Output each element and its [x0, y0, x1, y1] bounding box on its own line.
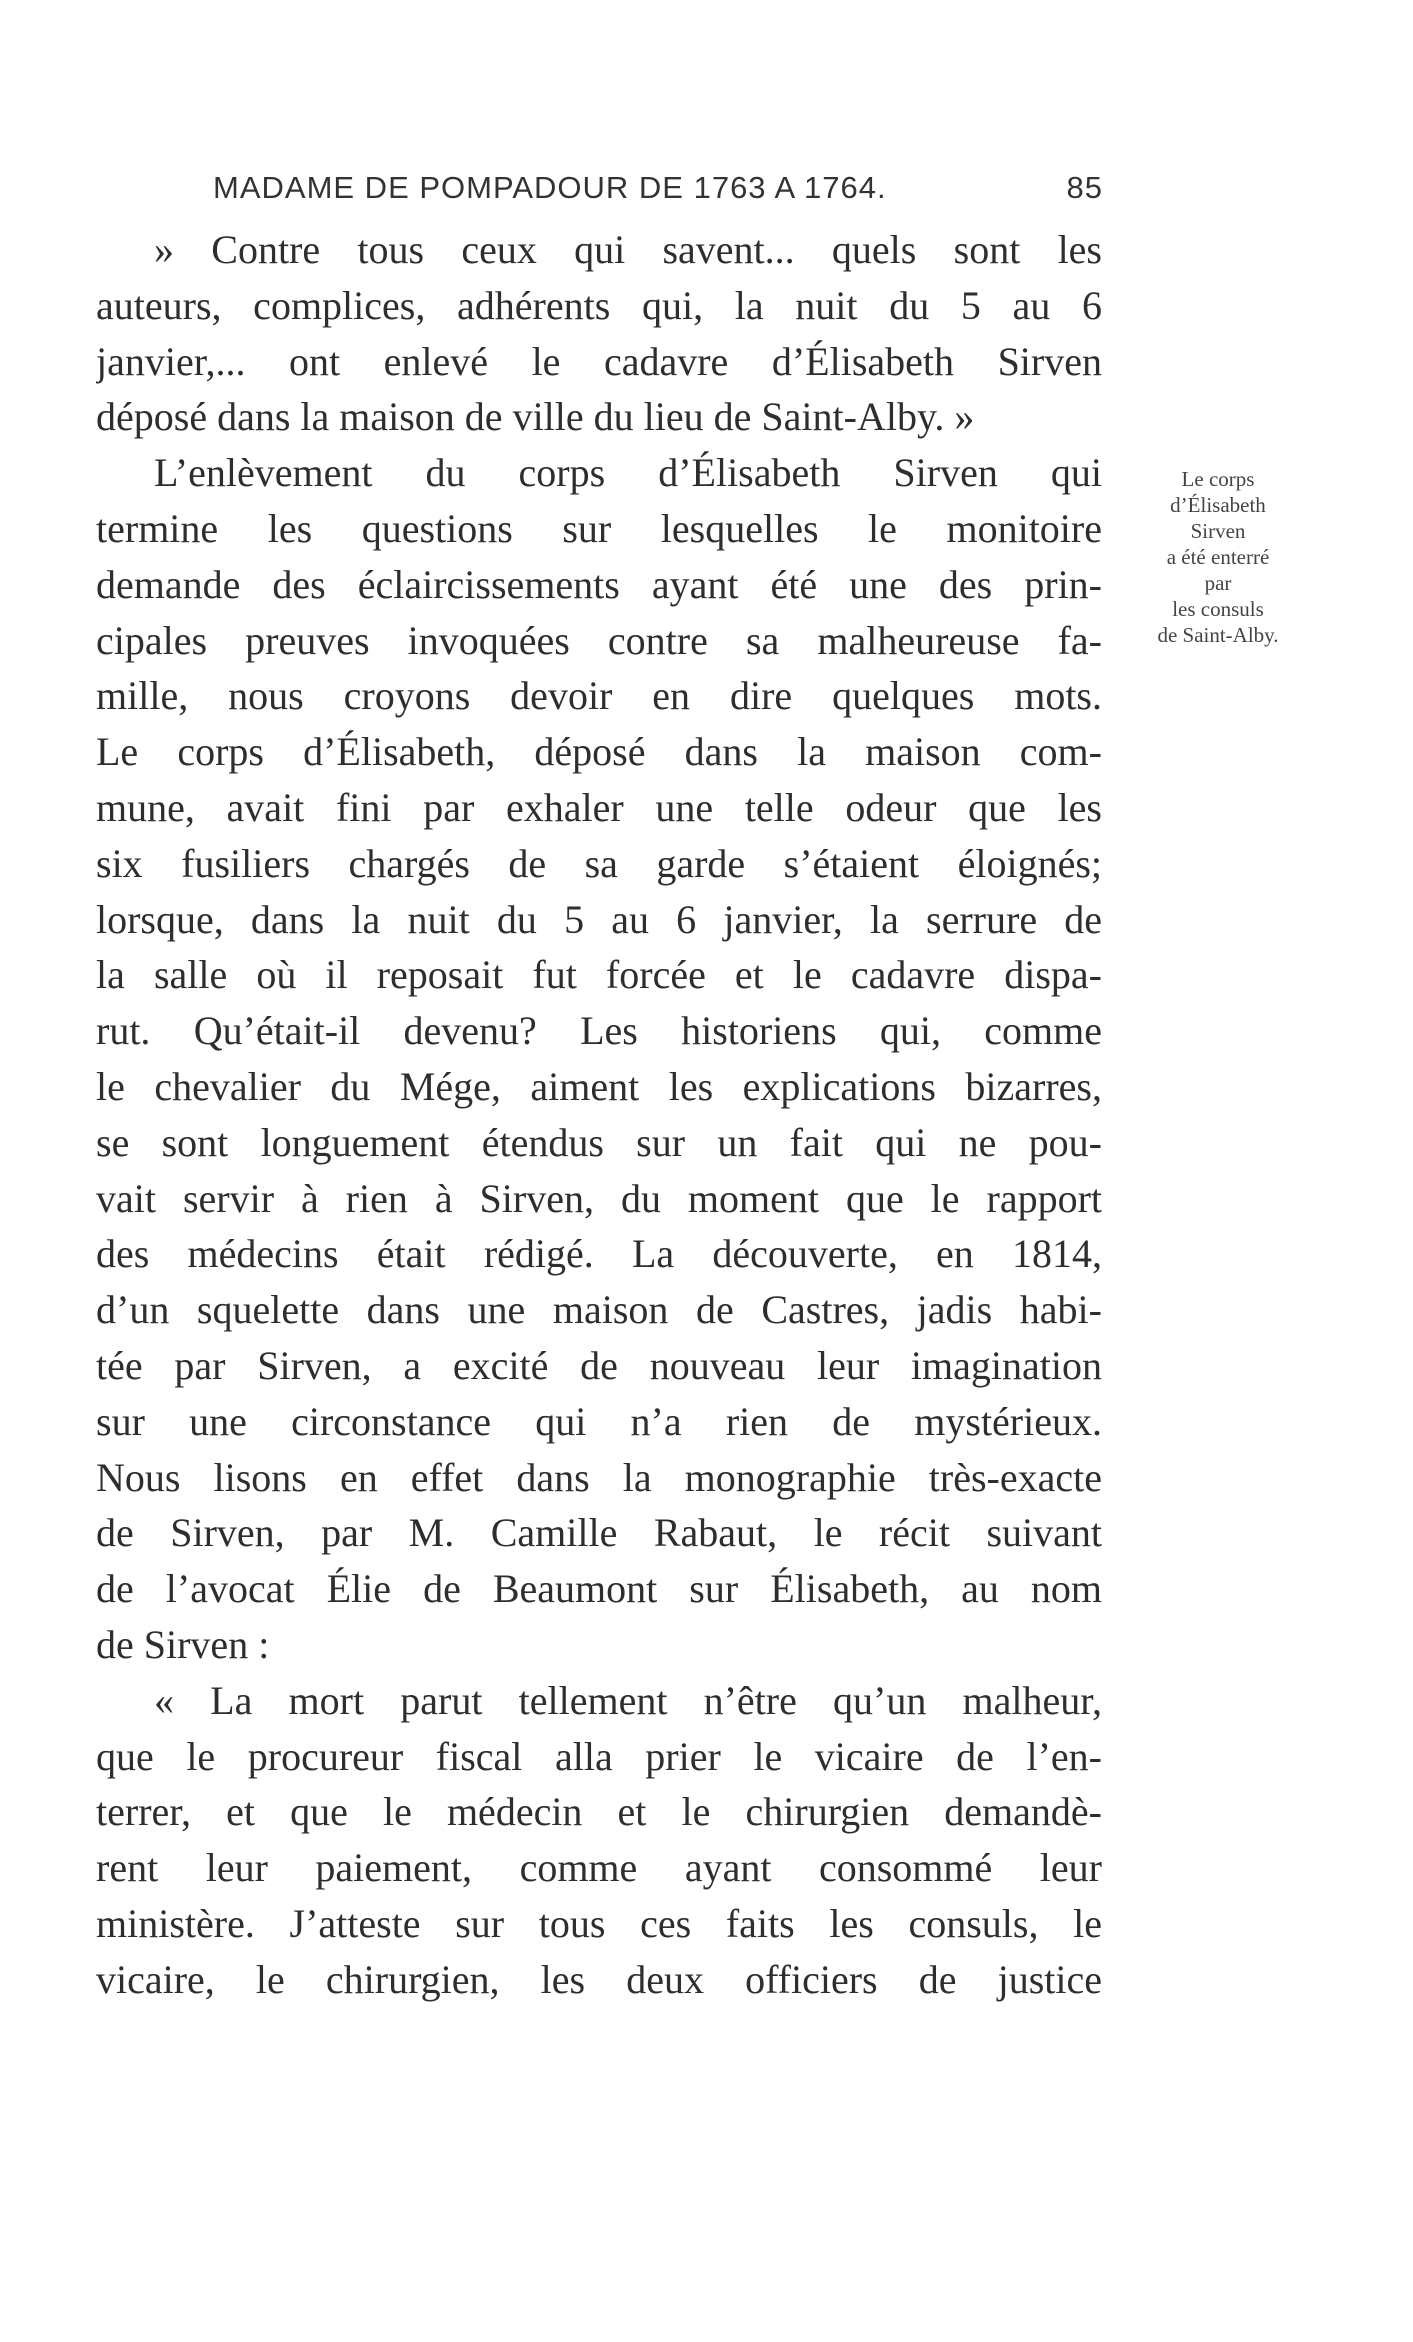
body-text [96, 222, 1102, 2008]
text-line: mille, nous croyons devoir en dire quelques mots. [96, 673, 1102, 719]
text-line: de Sirven : [96, 1621, 270, 1667]
text-line: termine les questions sur lesquelles le monitoire [96, 505, 1102, 551]
text-line: des médecins était rédigé. La découverte, en 1814, [96, 1231, 1102, 1277]
text-line: de l’avocat Élie de Beaumont sur Élisabeth, au nom [96, 1566, 1102, 1612]
margin-note-line: Le corps [1181, 467, 1255, 491]
text-line: de Sirven, par M. Camille Rabaut, le récit suivant [96, 1510, 1102, 1556]
text-line: » Contre tous ceux qui savent... quels sont les [154, 227, 1102, 272]
text-line: demande des éclaircissements ayant été une des prin- [96, 561, 1102, 607]
text-line: la salle où il reposait fut forcée et le cadavre dispa- [96, 952, 1102, 998]
text-line: tée par Sirven, a excité de nouveau leur imagination [96, 1342, 1102, 1388]
text-line: d’un squelette dans une maison de Castres, jadis habi- [96, 1287, 1102, 1333]
text-line: rent leur paiement, comme ayant consommé leur [96, 1845, 1102, 1891]
text-line: mune, avait fini par exhaler une telle odeur que les [96, 784, 1102, 830]
text-line: cipales preuves invoquées contre sa malheureuse fa- [96, 617, 1102, 663]
margin-note-line: d’Élisabeth [1170, 493, 1266, 517]
margin-note-line: Sirven [1190, 519, 1246, 543]
text-line: sur une circonstance qui n’a rien de mystérieux. [96, 1398, 1102, 1444]
running-head [213, 170, 1103, 214]
text-line: lorsque, dans la nuit du 5 au 6 janvier, la serrure de [96, 896, 1102, 942]
running-title: MADAME DE POMPADOUR DE 1763 A 1764. [213, 170, 887, 205]
text-line: se sont longuement étendus sur un fait qui ne pou- [96, 1119, 1102, 1165]
text-line: le chevalier du Mége, aiment les explications bizarres, [96, 1063, 1102, 1109]
text-line: que le procureur fiscal alla prier le vicaire de l’en- [96, 1733, 1102, 1779]
text-line: déposé dans la maison de ville du lieu de Saint-Alby. » [96, 394, 975, 440]
text-line: Nous lisons en effet dans la monographie très-exacte [96, 1454, 1102, 1500]
text-line: six fusiliers chargés de sa garde s’étaient éloignés; [96, 840, 1102, 886]
text-line: ministère. J’atteste sur tous ces faits les consuls, le [96, 1900, 1102, 1946]
text-line: L’enlèvement du corps d’Élisabeth Sirven qui [154, 450, 1102, 496]
text-line: janvier,... ont enlevé le cadavre d’Élisabeth Sirven [96, 338, 1102, 384]
text-line: terrer, et que le médecin et le chirurgien demandè- [96, 1789, 1102, 1835]
text-line: « La mort parut tellement n’être qu’un malheur, [154, 1677, 1102, 1723]
margin-note [1118, 466, 1318, 648]
text-line: Le corps d’Élisabeth, déposé dans la maison com- [96, 729, 1102, 775]
page-number: 85 [1066, 170, 1103, 205]
text-line: vait servir à rien à Sirven, du moment que le rapport [96, 1175, 1102, 1221]
margin-note-line: a été enterré [1166, 545, 1270, 569]
margin-note-line: de Saint-Alby. [1157, 623, 1279, 647]
text-line: auteurs, complices, adhérents qui, la nuit du 5 au 6 [96, 282, 1102, 328]
margin-note-line: par [1204, 571, 1232, 595]
text-line: rut. Qu’était-il devenu? Les historiens qui, comme [96, 1008, 1102, 1054]
text-line: vicaire, le chirurgien, les deux officiers de justice [96, 1956, 1102, 2002]
margin-note-line: les consuls [1172, 597, 1264, 621]
